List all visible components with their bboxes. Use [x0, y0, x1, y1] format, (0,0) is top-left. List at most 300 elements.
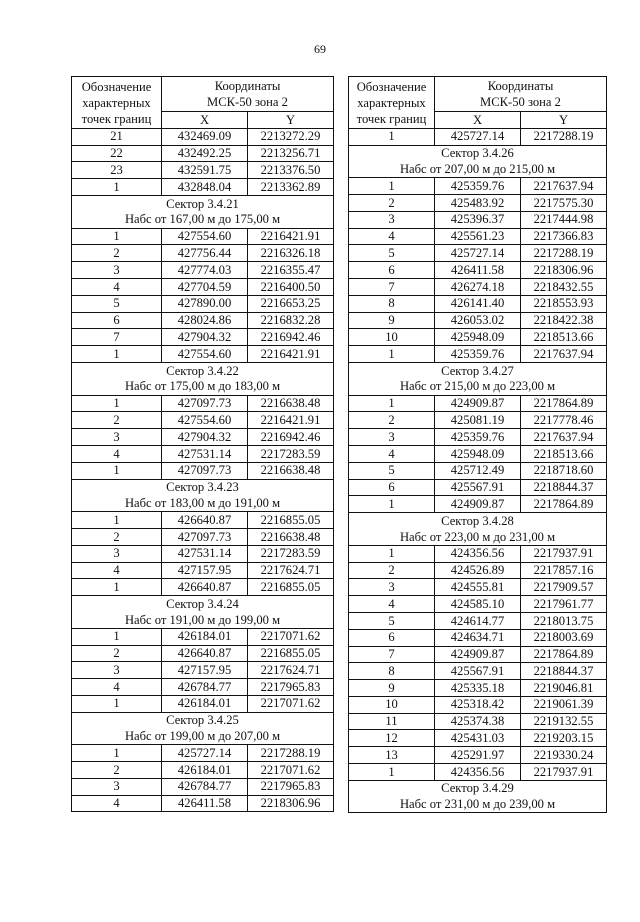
header-coordinates: Координаты МСК-50 зона 2: [162, 77, 334, 112]
coord-y: 2217624.71: [248, 662, 334, 679]
header-boundary-points: Обозначение характерных точек границ: [72, 77, 162, 129]
coord-y: 2217864.89: [521, 395, 607, 412]
coord-y: 2216653.25: [248, 295, 334, 312]
sector-height-range: Набс от 167,00 м до 175,00 м: [72, 212, 334, 228]
sector-title: Сектор 3.4.24: [72, 596, 334, 612]
table-row: [72, 295, 334, 312]
point-number: 7: [349, 278, 435, 295]
coord-x: 427554.60: [162, 228, 248, 245]
point-number: 1: [72, 695, 162, 712]
table-row: [72, 679, 334, 696]
point-number: 3: [72, 429, 162, 446]
point-number: 13: [349, 747, 435, 764]
coord-x: 427890.00: [162, 295, 248, 312]
point-number: 2: [72, 645, 162, 662]
header-y: Y: [248, 112, 334, 129]
coordinates-table-right: [348, 76, 607, 813]
table-row: [349, 579, 607, 596]
table-row: [349, 228, 607, 245]
table-row: [72, 462, 334, 479]
table-row: [349, 663, 607, 680]
table-row: [349, 713, 607, 730]
coord-x: 427097.73: [162, 462, 248, 479]
coord-y: 2218306.96: [521, 262, 607, 279]
table-row: [349, 346, 607, 363]
table-row: [72, 745, 334, 762]
point-number: 2: [72, 245, 162, 262]
point-number: 1: [72, 462, 162, 479]
header-boundary-points: Обозначение характерных точек границ: [349, 77, 435, 129]
point-number: 2: [72, 528, 162, 545]
coord-x: 424356.56: [435, 545, 521, 562]
coord-x: 424909.87: [435, 395, 521, 412]
coord-y: 2216421.91: [248, 228, 334, 245]
sector-height-range: Набс от 199,00 м до 207,00 м: [72, 728, 334, 744]
point-number: 6: [349, 262, 435, 279]
sector-title-row: [72, 479, 334, 495]
sector-title-row: [72, 596, 334, 612]
coord-x: 425483.92: [435, 194, 521, 211]
coord-x: 425431.03: [435, 730, 521, 747]
header-x: X: [435, 112, 521, 129]
point-number: 8: [349, 663, 435, 680]
table-row: [72, 412, 334, 429]
coord-y: 2218513.66: [521, 445, 607, 462]
coord-x: 427554.60: [162, 346, 248, 363]
table-row: [349, 747, 607, 764]
point-number: 1: [72, 228, 162, 245]
coord-y: 2216638.48: [248, 395, 334, 412]
coord-y: 2217444.98: [521, 211, 607, 228]
sector-range-row: [349, 797, 607, 813]
sector-range-row: [349, 379, 607, 395]
table-row: [72, 778, 334, 795]
point-number: 1: [349, 178, 435, 195]
coord-y: 2217624.71: [248, 562, 334, 579]
point-number: 1: [349, 395, 435, 412]
table-row: [72, 628, 334, 645]
coord-y: 2219132.55: [521, 713, 607, 730]
sector-range-row: [72, 379, 334, 395]
coord-y: 2216326.18: [248, 245, 334, 262]
coord-y: 2217071.62: [248, 695, 334, 712]
point-number: 2: [349, 412, 435, 429]
sector-title: Сектор 3.4.28: [349, 513, 607, 529]
coord-x: 426411.58: [162, 795, 248, 812]
point-number: 5: [349, 612, 435, 629]
sector-title: Сектор 3.4.23: [72, 479, 334, 495]
coord-y: 2217965.83: [248, 679, 334, 696]
coord-x: 424634.71: [435, 629, 521, 646]
point-number: 9: [349, 680, 435, 697]
table-row: [72, 562, 334, 579]
coord-y: 2219330.24: [521, 747, 607, 764]
coord-y: 2216855.05: [248, 512, 334, 529]
coord-x: 425567.91: [435, 479, 521, 496]
coord-y: 2213362.89: [248, 179, 334, 196]
coord-x: 425727.14: [162, 745, 248, 762]
coord-x: 426184.01: [162, 628, 248, 645]
coord-y: 2216855.05: [248, 645, 334, 662]
coord-x: 425081.19: [435, 412, 521, 429]
sector-range-row: [72, 495, 334, 511]
point-number: 1: [72, 346, 162, 363]
coord-x: 426411.58: [435, 262, 521, 279]
coord-x: 424585.10: [435, 596, 521, 613]
point-number: 1: [72, 628, 162, 645]
coord-x: 424356.56: [435, 764, 521, 781]
point-number: 1: [349, 764, 435, 781]
coord-x: 425561.23: [435, 228, 521, 245]
table-row: [349, 329, 607, 346]
table-row: [72, 128, 334, 145]
sector-title-row: [72, 362, 334, 378]
coord-x: 426640.87: [162, 645, 248, 662]
coord-x: 427531.14: [162, 445, 248, 462]
table-row: [349, 429, 607, 446]
table-row: [349, 211, 607, 228]
coord-y: 2216942.46: [248, 429, 334, 446]
sector-title: Сектор 3.4.21: [72, 195, 334, 211]
coord-y: 2217288.19: [521, 128, 607, 145]
point-number: 4: [349, 228, 435, 245]
coord-y: 2218718.60: [521, 462, 607, 479]
point-number: 1: [72, 512, 162, 529]
coord-x: 427157.95: [162, 562, 248, 579]
coord-y: 2218513.66: [521, 329, 607, 346]
point-number: 12: [349, 730, 435, 747]
table-row: [72, 346, 334, 363]
point-number: 5: [72, 295, 162, 312]
coord-x: 427904.32: [162, 329, 248, 346]
coord-x: 426640.87: [162, 579, 248, 596]
point-number: 4: [72, 445, 162, 462]
point-number: 9: [349, 312, 435, 329]
table-row: [349, 462, 607, 479]
table-row: [72, 228, 334, 245]
sector-height-range: Набс от 207,00 м до 215,00 м: [349, 161, 607, 177]
coord-x: 426784.77: [162, 778, 248, 795]
point-number: 21: [72, 128, 162, 145]
table-row: [72, 695, 334, 712]
point-number: 2: [349, 194, 435, 211]
coord-y: 2219203.15: [521, 730, 607, 747]
point-number: 1: [349, 545, 435, 562]
point-number: 3: [349, 429, 435, 446]
coord-x: 424526.89: [435, 562, 521, 579]
coord-y: 2218422.38: [521, 312, 607, 329]
table-row: [72, 762, 334, 779]
point-number: 22: [72, 145, 162, 162]
table-row: [349, 262, 607, 279]
point-number: 1: [72, 395, 162, 412]
coord-y: 2217864.89: [521, 496, 607, 513]
table-row: [349, 479, 607, 496]
coord-y: 2218844.37: [521, 663, 607, 680]
coord-y: 2217937.91: [521, 764, 607, 781]
sector-height-range: Набс от 191,00 м до 199,00 м: [72, 612, 334, 628]
coord-y: 2216421.91: [248, 346, 334, 363]
point-number: 2: [349, 562, 435, 579]
table-row: [72, 262, 334, 279]
point-number: 3: [72, 545, 162, 562]
sector-title-row: [349, 780, 607, 796]
coord-x: 427531.14: [162, 545, 248, 562]
point-number: 3: [72, 778, 162, 795]
sector-height-range: Набс от 175,00 м до 183,00 м: [72, 379, 334, 395]
coord-x: 427097.73: [162, 528, 248, 545]
table-row: [349, 764, 607, 781]
page-number: 69: [314, 42, 326, 56]
sector-height-range: Набс от 231,00 м до 239,00 м: [349, 797, 607, 813]
sector-height-range: Набс от 223,00 м до 231,00 м: [349, 529, 607, 545]
coord-y: 2213256.71: [248, 145, 334, 162]
coord-x: 425359.76: [435, 178, 521, 195]
table-row: [349, 412, 607, 429]
point-number: 3: [72, 262, 162, 279]
point-number: 7: [72, 329, 162, 346]
sector-title: Сектор 3.4.29: [349, 780, 607, 796]
table-row: [349, 194, 607, 211]
point-number: 10: [349, 696, 435, 713]
table-row: [72, 395, 334, 412]
coord-x: 432591.75: [162, 162, 248, 179]
point-number: 1: [72, 745, 162, 762]
coord-y: 2213272.29: [248, 128, 334, 145]
point-number: 4: [349, 445, 435, 462]
coord-x: 427774.03: [162, 262, 248, 279]
sector-range-row: [349, 161, 607, 177]
coord-x: 426053.02: [435, 312, 521, 329]
coord-x: 432469.09: [162, 128, 248, 145]
coord-x: 426184.01: [162, 695, 248, 712]
coord-x: 424555.81: [435, 579, 521, 596]
sector-range-row: [349, 529, 607, 545]
coord-y: 2217637.94: [521, 178, 607, 195]
sector-range-row: [72, 212, 334, 228]
point-number: 4: [72, 562, 162, 579]
coord-x: 425948.09: [435, 329, 521, 346]
coordinates-body-left: [72, 128, 334, 812]
coord-x: 427756.44: [162, 245, 248, 262]
coord-x: 425291.97: [435, 747, 521, 764]
coord-x: 426784.77: [162, 679, 248, 696]
point-number: 1: [349, 128, 435, 145]
coord-y: 2216400.50: [248, 278, 334, 295]
coord-y: 2217575.30: [521, 194, 607, 211]
sector-title-row: [72, 195, 334, 211]
header-y: Y: [521, 112, 607, 129]
coord-y: 2216421.91: [248, 412, 334, 429]
table-row: [349, 680, 607, 697]
coord-x: 427097.73: [162, 395, 248, 412]
table-row: [72, 795, 334, 812]
coord-y: 2216855.05: [248, 579, 334, 596]
coord-y: 2213376.50: [248, 162, 334, 179]
coord-y: 2217857.16: [521, 562, 607, 579]
sector-range-row: [72, 728, 334, 744]
coord-y: 2216638.48: [248, 462, 334, 479]
coord-y: 2217637.94: [521, 429, 607, 446]
point-number: 8: [349, 295, 435, 312]
coord-x: 427157.95: [162, 662, 248, 679]
coord-y: 2218432.55: [521, 278, 607, 295]
coord-y: 2217937.91: [521, 545, 607, 562]
coord-x: 432848.04: [162, 179, 248, 196]
table-row: [72, 278, 334, 295]
table-row: [349, 562, 607, 579]
point-number: 1: [72, 579, 162, 596]
sector-title: Сектор 3.4.26: [349, 145, 607, 161]
sector-height-range: Набс от 215,00 м до 223,00 м: [349, 379, 607, 395]
coord-x: 425359.76: [435, 346, 521, 363]
sector-title-row: [349, 513, 607, 529]
table-row: [349, 312, 607, 329]
table-row: [349, 496, 607, 513]
table-row: [72, 179, 334, 196]
coord-y: 2218013.75: [521, 612, 607, 629]
sector-title-row: [349, 362, 607, 378]
point-number: 6: [349, 479, 435, 496]
coord-x: 425948.09: [435, 445, 521, 462]
point-number: 4: [72, 795, 162, 812]
table-row: [349, 445, 607, 462]
sector-title: Сектор 3.4.27: [349, 362, 607, 378]
coord-y: 2217071.62: [248, 628, 334, 645]
coord-y: 2217864.89: [521, 646, 607, 663]
coord-x: 432492.25: [162, 145, 248, 162]
sector-height-range: Набс от 183,00 м до 191,00 м: [72, 495, 334, 511]
table-row: [349, 545, 607, 562]
table-row: [72, 512, 334, 529]
header-coordinates: Координаты МСК-50 зона 2: [435, 77, 607, 112]
point-number: 5: [349, 245, 435, 262]
table-row: [349, 696, 607, 713]
coord-x: 426640.87: [162, 512, 248, 529]
table-row: [72, 445, 334, 462]
coord-x: 427904.32: [162, 429, 248, 446]
coord-y: 2217283.59: [248, 445, 334, 462]
point-number: 11: [349, 713, 435, 730]
point-number: 1: [72, 179, 162, 196]
coord-y: 2217909.57: [521, 579, 607, 596]
coord-y: 2216355.47: [248, 262, 334, 279]
coordinates-body-right: [349, 128, 607, 813]
coord-x: 427554.60: [162, 412, 248, 429]
coord-x: 425727.14: [435, 128, 521, 145]
coord-x: 425359.76: [435, 429, 521, 446]
point-number: 2: [72, 762, 162, 779]
sector-title: Сектор 3.4.25: [72, 712, 334, 728]
table-row: [72, 145, 334, 162]
coord-y: 2218553.93: [521, 295, 607, 312]
table-row: [349, 395, 607, 412]
point-number: 7: [349, 646, 435, 663]
point-number: 5: [349, 462, 435, 479]
coord-x: 426141.40: [435, 295, 521, 312]
coord-y: 2219046.81: [521, 680, 607, 697]
coord-x: 424909.87: [435, 496, 521, 513]
point-number: 6: [72, 312, 162, 329]
table-row: [72, 245, 334, 262]
coord-y: 2216942.46: [248, 329, 334, 346]
sector-title-row: [349, 145, 607, 161]
coord-x: 427704.59: [162, 278, 248, 295]
table-row: [72, 662, 334, 679]
header-x: X: [162, 112, 248, 129]
coord-y: 2218844.37: [521, 479, 607, 496]
table-row: [349, 245, 607, 262]
coord-y: 2217961.77: [521, 596, 607, 613]
coord-x: 425318.42: [435, 696, 521, 713]
point-number: 2: [72, 412, 162, 429]
coord-x: 425567.91: [435, 663, 521, 680]
coord-y: 2216638.48: [248, 528, 334, 545]
coord-x: 426274.18: [435, 278, 521, 295]
coordinates-table-left: [71, 76, 334, 812]
coord-x: 424614.77: [435, 612, 521, 629]
coord-y: 2219061.39: [521, 696, 607, 713]
coord-x: 425712.49: [435, 462, 521, 479]
coord-y: 2217778.46: [521, 412, 607, 429]
point-number: 3: [349, 579, 435, 596]
point-number: 6: [349, 629, 435, 646]
sector-range-row: [72, 612, 334, 628]
coord-x: 425335.18: [435, 680, 521, 697]
table-row: [349, 612, 607, 629]
coord-x: 426184.01: [162, 762, 248, 779]
table-row: [72, 528, 334, 545]
table-row: [349, 178, 607, 195]
table-row: [72, 162, 334, 179]
coord-x: 425374.38: [435, 713, 521, 730]
coord-y: 2218306.96: [248, 795, 334, 812]
coord-y: 2217637.94: [521, 346, 607, 363]
table-row: [72, 645, 334, 662]
coord-y: 2216832.28: [248, 312, 334, 329]
table-row: [72, 579, 334, 596]
coord-y: 2217366.83: [521, 228, 607, 245]
coord-y: 2217288.19: [521, 245, 607, 262]
coord-y: 2217288.19: [248, 745, 334, 762]
point-number: 10: [349, 329, 435, 346]
table-row: [349, 128, 607, 145]
coord-x: 428024.86: [162, 312, 248, 329]
table-row: [349, 295, 607, 312]
table-row: [72, 312, 334, 329]
sector-title: Сектор 3.4.22: [72, 362, 334, 378]
sector-title-row: [72, 712, 334, 728]
table-row: [349, 278, 607, 295]
table-row: [72, 329, 334, 346]
point-number: 1: [349, 496, 435, 513]
point-number: 4: [72, 278, 162, 295]
coord-x: 425727.14: [435, 245, 521, 262]
table-row: [349, 646, 607, 663]
point-number: 4: [349, 596, 435, 613]
point-number: 3: [349, 211, 435, 228]
coord-x: 424909.87: [435, 646, 521, 663]
point-number: 23: [72, 162, 162, 179]
coord-y: 2217965.83: [248, 778, 334, 795]
coord-y: 2217071.62: [248, 762, 334, 779]
point-number: 3: [72, 662, 162, 679]
coord-y: 2217283.59: [248, 545, 334, 562]
table-row: [72, 545, 334, 562]
table-row: [349, 629, 607, 646]
coord-x: 425396.37: [435, 211, 521, 228]
point-number: 4: [72, 679, 162, 696]
